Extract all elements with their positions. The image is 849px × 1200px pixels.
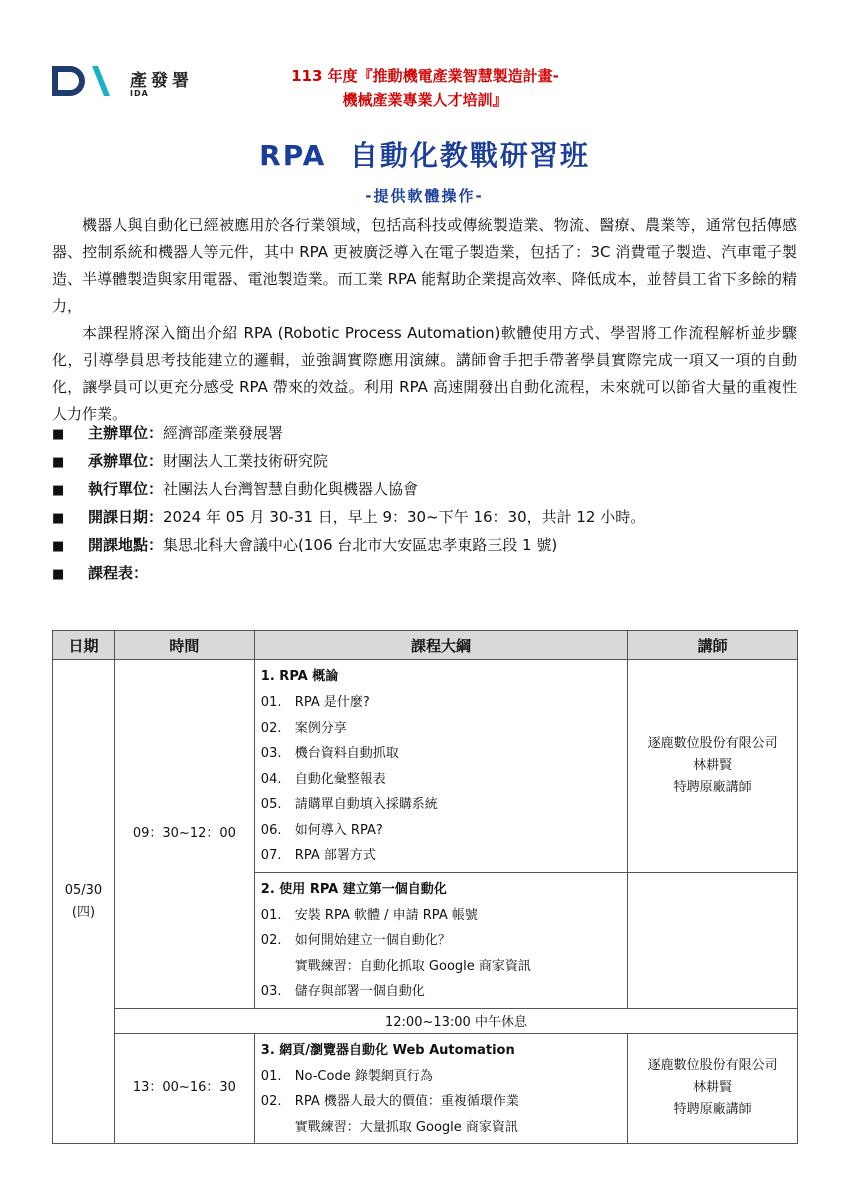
- ida-logo-mark-icon: [50, 64, 112, 100]
- lunch-break: 12:00~13:00 中午休息: [114, 1008, 797, 1033]
- info-value: 財團法人工業技術研究院: [163, 452, 329, 470]
- header-outline: 課程大綱: [254, 631, 627, 660]
- item-number: 02.: [260, 933, 282, 948]
- item-text: 案例分享: [294, 720, 347, 736]
- item-number: 02.: [260, 1094, 282, 1109]
- item-number: 01.: [260, 1068, 282, 1084]
- item-number: 01.: [260, 907, 282, 923]
- schedule-table: [52, 630, 798, 1144]
- program-header: [240, 64, 610, 112]
- outline-section-3: [254, 1033, 627, 1144]
- info-value: 2024 年 05 月 30-31 日，早上 9：30~下午 16：30，共計 12 小時。: [163, 508, 646, 526]
- intro-paragraph-1: 機器人與自動化已經被應用於各行業領域，包括高科技或傳統製造業、物流、醫療、農業等，通常包括傳感器、控制系統和機器人等元件，其中 RPA 更被廣泛導入在電子製造業，包括了：3C 消費電子製造、汽車電子製造、半導體製造與家用電器、電池製造業。而工業 RPA 能幫助企業提高效率、降低成本，並替員工省下多餘的精力，: [52, 216, 797, 315]
- list-item: [261, 1115, 621, 1141]
- table-row: [53, 660, 798, 873]
- date-cell: [53, 660, 115, 1144]
- info-item-executor: [52, 476, 797, 504]
- item-number: 01.: [260, 695, 282, 710]
- section-title: 2. 使用 RPA 建立第一個自動化: [260, 881, 447, 897]
- info-value: 經濟部產業發展署: [163, 424, 284, 442]
- info-label: 課程表：: [88, 564, 149, 582]
- square-bullet-icon: ■: [52, 455, 65, 470]
- info-item-contractor: [52, 448, 797, 476]
- info-item-location: [52, 532, 797, 560]
- square-bullet-icon: ■: [52, 539, 65, 554]
- outline-section-2: [254, 872, 627, 1008]
- list-item: [261, 1089, 621, 1115]
- page-title: RPA 自動化教戰研習班: [259, 139, 590, 172]
- item-number: 03.: [260, 984, 282, 999]
- logo-abbr: IDA: [130, 89, 149, 98]
- list-item: [261, 979, 621, 1005]
- info-label: 開課日期：: [88, 508, 164, 526]
- list-item: [261, 741, 621, 767]
- intro-paragraph-2: 本課程將深入簡出介紹 RPA (Robotic Process Automation)軟體使用方式、學習將工作流程解析並步驟化，引導學員思考技能建立的邏輯，並強調實際應用演練。講師會手把手帶著學員實際完成一項又一項的自動化，讓學員可以更充分感受 RPA 帶來的效益。利用 RPA 高速開發出自動化流程，未來就可以節省大量的重複性人力作業。: [52, 324, 797, 423]
- program-header-line-2: 機械產業專業人才培訓』: [342, 91, 508, 109]
- item-text: 如何導入 RPA?: [294, 822, 383, 838]
- info-label: 執行單位：: [88, 480, 164, 498]
- instructor-company: 逐鹿數位股份有限公司: [647, 1058, 778, 1074]
- weekday-value: (四): [71, 904, 96, 920]
- table-header-row: [53, 631, 798, 660]
- item-number: 03.: [260, 746, 282, 761]
- time-cell-afternoon: 13：00~16：30: [114, 1033, 254, 1144]
- item-text: 如何開始建立一個自動化？: [294, 933, 451, 948]
- instructor-cell-morning: [628, 660, 798, 873]
- section-title: 1. RPA 概論: [260, 669, 339, 684]
- item-number: 06.: [260, 822, 282, 838]
- item-text: 安裝 RPA 軟體 / 申請 RPA 帳號: [294, 907, 478, 923]
- item-number: 04.: [260, 771, 282, 787]
- ida-logo: [50, 64, 210, 104]
- info-item-date: [52, 504, 797, 532]
- time-cell-morning: 09：30~12：00: [114, 660, 254, 1009]
- list-item: [261, 928, 621, 954]
- list-item: [261, 690, 621, 716]
- item-text: RPA 是什麼?: [294, 695, 370, 710]
- instructor-cell-empty: [628, 872, 798, 1008]
- info-value: 集思北科大會議中心(106 台北市大安區忠孝東路三段 1 號): [163, 536, 558, 554]
- item-text: RPA 機器人最大的價值：重複循環作業: [294, 1094, 519, 1109]
- info-label: 開課地點：: [88, 536, 164, 554]
- table-row-lunch: [53, 1008, 798, 1033]
- course-info-list: [52, 420, 797, 588]
- logo-name: 產發署: [130, 71, 193, 91]
- program-header-line-1: 113 年度『推動機電產業智慧製造計畫-: [291, 67, 559, 85]
- square-bullet-icon: ■: [52, 567, 65, 582]
- list-item: [261, 716, 621, 742]
- item-text: 實戰練習：大量抓取 Google 商家資訊: [294, 1119, 518, 1135]
- list-item: [261, 818, 621, 844]
- section-title: 3. 網頁/瀏覽器自動化 Web Automation: [260, 1042, 515, 1058]
- item-text: 機台資料自動抓取: [294, 746, 399, 761]
- instructor-title: 特聘原廠講師: [673, 779, 752, 795]
- info-item-schedule: [52, 560, 797, 588]
- instructor-name: 林耕賢: [693, 757, 733, 773]
- item-number: 02.: [260, 720, 282, 736]
- item-text: No-Code 錄製網頁行為: [294, 1068, 433, 1084]
- item-text: 自動化彙整報表: [294, 771, 386, 787]
- instructor-cell-afternoon: [628, 1033, 798, 1144]
- header-time: 時間: [114, 631, 254, 660]
- info-value: 社團法人台灣智慧自動化與機器人協會: [163, 480, 419, 498]
- page-subtitle: -提供軟體操作-: [365, 187, 484, 205]
- list-item: [261, 1064, 621, 1090]
- table-row: [53, 1033, 798, 1144]
- item-text: 實戰練習：自動化抓取 Google 商家資訊: [294, 958, 531, 974]
- item-number: 07.: [260, 848, 282, 863]
- item-text: 請購單自動填入採購系統: [294, 797, 438, 812]
- list-item: [261, 767, 621, 793]
- instructor-title: 特聘原廠講師: [673, 1102, 752, 1118]
- square-bullet-icon: ■: [52, 483, 65, 498]
- header-date: 日期: [53, 631, 115, 660]
- list-item: [261, 792, 621, 818]
- outline-section-1: [254, 660, 627, 873]
- info-label: 主辦單位：: [88, 424, 164, 442]
- info-label: 承辦單位：: [88, 452, 164, 470]
- intro-section: [52, 212, 797, 428]
- header-instructor: 講師: [628, 631, 798, 660]
- instructor-name: 林耕賢: [693, 1080, 733, 1096]
- list-item: [261, 843, 621, 869]
- item-text: RPA 部署方式: [294, 848, 376, 863]
- date-value: 05/30: [64, 882, 103, 898]
- item-number: 05.: [260, 797, 282, 812]
- square-bullet-icon: ■: [52, 511, 65, 526]
- instructor-company: 逐鹿數位股份有限公司: [647, 735, 778, 751]
- list-item: [261, 954, 621, 980]
- square-bullet-icon: ■: [52, 427, 65, 442]
- info-item-organizer: [52, 420, 797, 448]
- list-item: [261, 903, 621, 929]
- item-text: 儲存與部署一個自動化: [294, 984, 425, 999]
